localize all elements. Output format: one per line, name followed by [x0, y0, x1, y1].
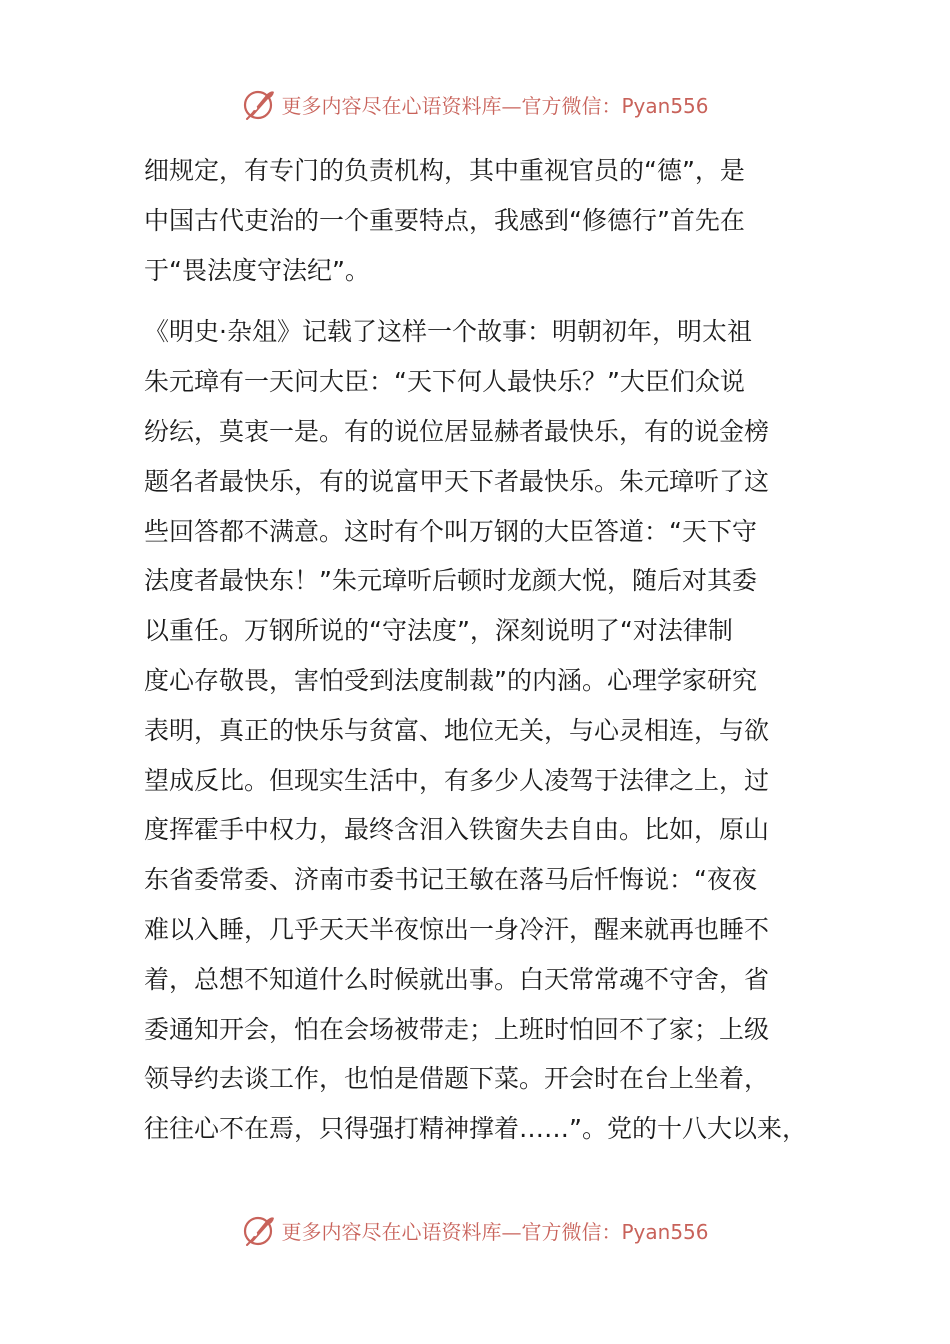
text-line: 法度者最快东！”朱元璋听后顿时龙颜大悦，随后对其委 — [144, 566, 757, 596]
text-line: 委通知开会，怕在会场被带走；上班时怕回不了家；上级 — [144, 1014, 770, 1044]
paragraph-2 — [144, 307, 814, 1154]
text-line: 东省委常委、济南市委书记王敏在落马后忏悔说：“夜夜 — [144, 865, 757, 895]
text-line: 难以入睡，几乎天天半夜惊出一身冷汗，醒来就再也睡不 — [144, 914, 770, 944]
text-line: 中国古代吏治的一个重要特点，我感到“修德行”首先在 — [144, 205, 745, 235]
header-banner-text: 更多内容尽在心语资料库—官方微信：Pyan556 — [281, 93, 709, 118]
text-line: 细规定，有专门的负责机构，其中重视官员的“德”，是 — [144, 156, 745, 185]
text-line: 表明，真正的快乐与贫富、地位无关，与心灵相连，与欲 — [144, 715, 770, 745]
text-line: 着，总想不知道什么时候就出事。白天常常魂不守舍，省 — [144, 964, 770, 994]
text-line: 以重任。万钢所说的“守法度”，深刻说明了“对法律制 — [144, 616, 733, 646]
footer-wechat-id: Pyan556 — [621, 1219, 709, 1244]
text-line: 领导约去谈工作，也怕是借题下菜。开会时在台上坐着， — [144, 1064, 770, 1094]
text-line: 题名者最快乐，有的说富甲天下者最快乐。朱元璋听了这 — [144, 466, 770, 496]
text-line: 纷纭，莫衷一是。有的说位居显赫者最快乐，有的说金榜 — [144, 416, 770, 446]
text-line: 度挥霍手中权力，最终含泪入铁窗失去自由。比如，原山 — [144, 815, 770, 845]
quill-pen-seal-icon — [241, 1212, 277, 1248]
text-line: 些回答都不满意。这时有个叫万钢的大臣答道：“天下守 — [144, 516, 757, 546]
document-body — [144, 146, 814, 1154]
text-line: 《明史·杂俎》记载了这样一个故事：明朝初年，明太祖 — [144, 317, 752, 347]
text-line: 于“畏法度守法纪”。 — [144, 255, 370, 285]
header-banner — [0, 84, 950, 124]
paragraph-1 — [144, 146, 814, 295]
header-wechat-id: Pyan556 — [621, 93, 709, 118]
text-line: 朱元璋有一天问大臣：“天下何人最快乐？”大臣们众说 — [144, 367, 745, 397]
footer-banner — [0, 1210, 950, 1250]
footer-banner-text: 更多内容尽在心语资料库—官方微信：Pyan556 — [281, 1219, 709, 1244]
text-line: 望成反比。但现实生活中，有多少人凌驾于法律之上，过 — [144, 765, 770, 795]
text-line: 往往心不在焉，只得强打精神撑着……”。党的十八大以来， — [144, 1114, 807, 1144]
quill-pen-seal-icon — [241, 86, 277, 122]
text-line: 度心存敬畏，害怕受到法度制裁”的内涵。心理学家研究 — [144, 665, 757, 695]
